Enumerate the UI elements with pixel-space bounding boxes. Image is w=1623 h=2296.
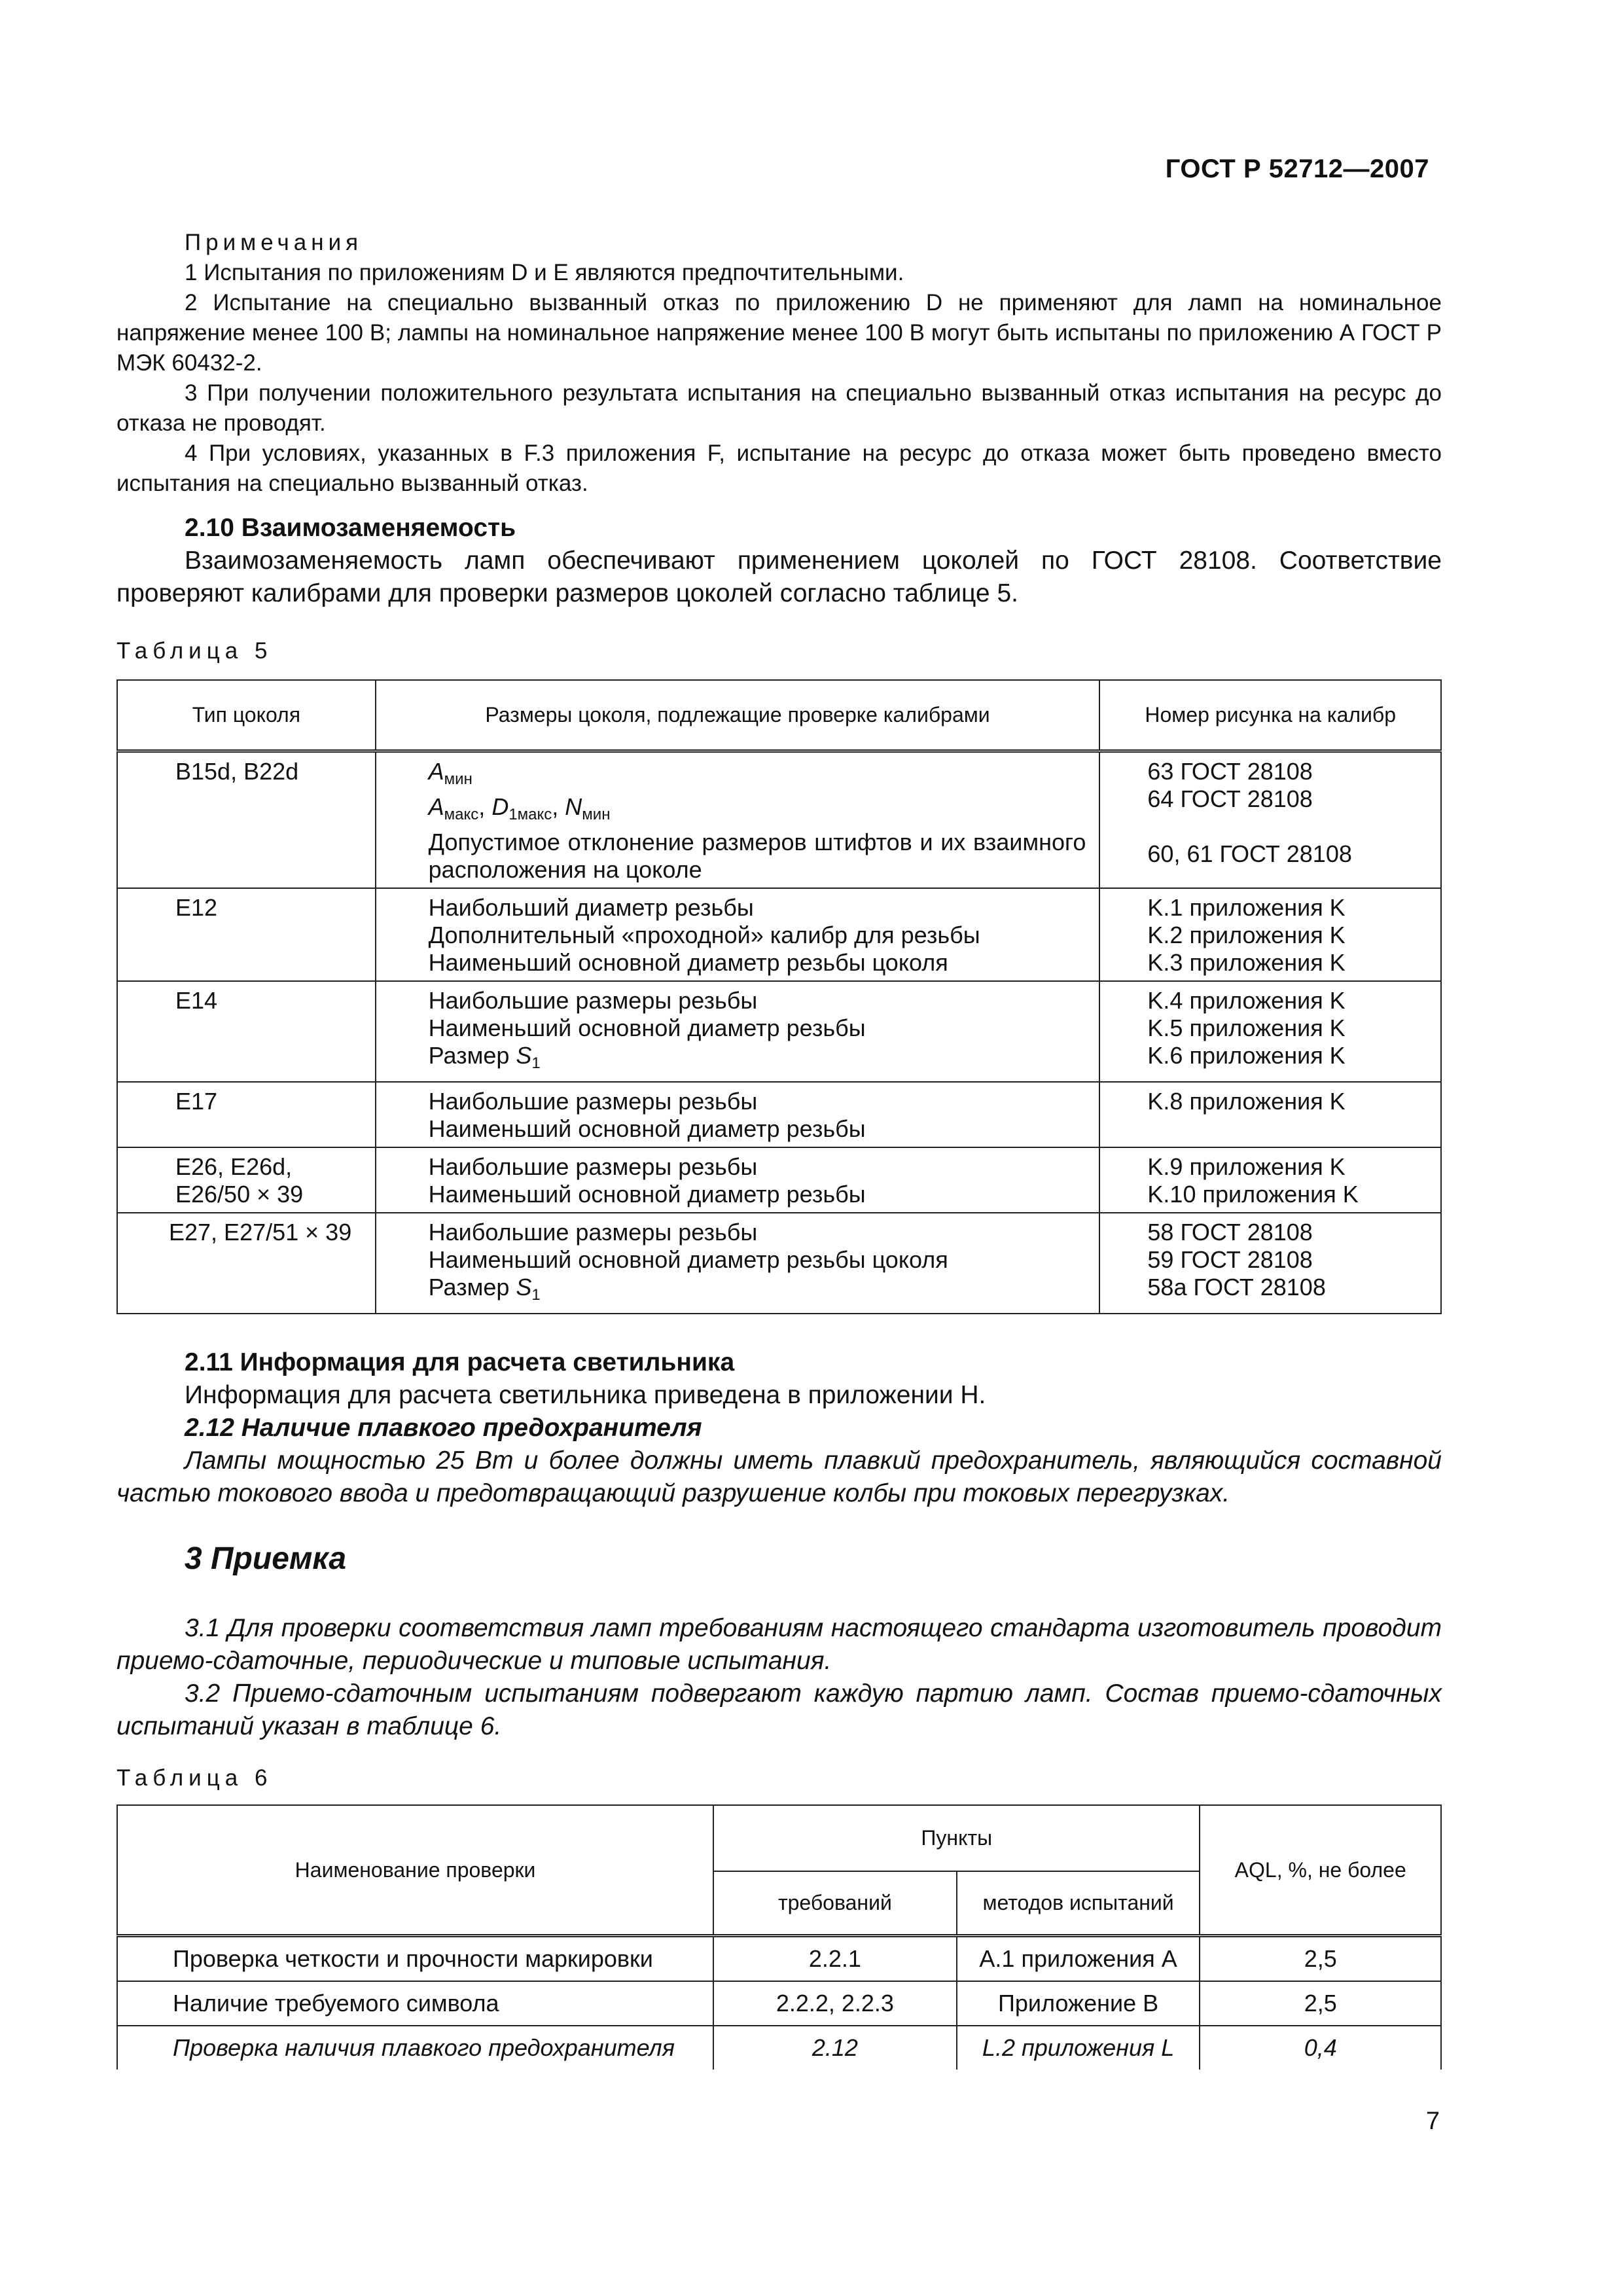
t5-ref: K.3 приложения K [1147, 949, 1346, 976]
t6-header-points: Пункты [713, 1805, 1200, 1871]
section-2-11-text: Информация для расчета светильника приведена в приложении Н. [185, 1381, 986, 1409]
t5-type: E27, E27/51 × 39 [117, 1213, 376, 1314]
t5-ref: K.4 приложения K [1147, 987, 1346, 1014]
standard-code: ГОСТ Р 52712—2007 [1165, 154, 1429, 183]
t5-dim-line: Размер $S_1$ [428, 1042, 541, 1072]
table-row [117, 888, 1441, 981]
t5-dim-line: Наименьший основной диаметр резьбы [428, 1181, 866, 1208]
t5-dim-line: Наименьший основной диаметр резьбы цоколя [428, 1246, 948, 1273]
notes-block [116, 228, 1442, 499]
t6-cell-name: Проверка четкости и прочности маркировки [117, 1936, 713, 1982]
section-2-12-heading: 2.12 Наличие плавкого предохранителя [185, 1414, 702, 1442]
t6-header-req: требований [713, 1871, 957, 1936]
t6-cell-name: Проверка наличия плавкого предохранителя [117, 2026, 713, 2070]
t6-cell-aql: 2,5 [1200, 1936, 1441, 1982]
t5-header-dimensions: Размеры цоколя, подлежащие проверке калибрами [376, 680, 1100, 751]
table-row [117, 751, 1441, 889]
t5-dim-line: $A_{мин}$ [428, 758, 473, 788]
t5-dim-line: Наибольшие размеры резьбы [428, 1153, 758, 1180]
t5-type: E26/50 × 39 [175, 1181, 304, 1208]
t5-header-type: Тип цоколя [117, 680, 376, 751]
t5-type: E17 [117, 1082, 376, 1147]
section-3-text [116, 1612, 1442, 1743]
notes-title: Примечания [185, 230, 363, 255]
t5-dim-line: Наименьший основной диаметр резьбы [428, 1115, 866, 1142]
t5-type: E12 [117, 888, 376, 981]
table-5 [116, 679, 1442, 1314]
t5-ref: 59 ГОСТ 28108 [1147, 1246, 1313, 1273]
t6-header-methods: методов испытаний [957, 1871, 1200, 1936]
t5-ref: K.6 приложения K [1147, 1042, 1346, 1069]
table-row [117, 2026, 1441, 2070]
t5-ref: 58а ГОСТ 28108 [1147, 1274, 1326, 1300]
t5-type: B15d, B22d [117, 751, 376, 889]
t5-dim-line: Допустимое отклонение размеров штифтов и их взаимного расположения на цоколе [428, 829, 1086, 883]
note-4: 4 При условиях, указанных в F.3 приложения F, испытание на ресурс до отказа может быть проведено вместо испытания на специально вызванный отказ. [116, 440, 1442, 496]
t5-dim-line: Размер $S_1$ [428, 1274, 541, 1304]
t5-ref: K.10 приложения K [1147, 1181, 1359, 1208]
t6-cell-name: Наличие требуемого символа [117, 1981, 713, 2026]
t5-ref: 58 ГОСТ 28108 [1147, 1219, 1313, 1246]
t5-type: E14 [117, 981, 376, 1082]
section-2-12 [116, 1412, 1442, 1510]
t6-header-name: Наименование проверки [117, 1805, 713, 1936]
t5-ref: K.2 приложения K [1147, 922, 1346, 948]
t5-dim-line: Дополнительный «проходной» калибр для резьбы [428, 922, 980, 948]
note-1: 1 Испытания по приложениям D и E являются предпочтительными. [185, 260, 904, 285]
table-6 [116, 1804, 1442, 2070]
t5-dim-line: $A_{макс}$, $D_{1макс}$, $N_{мин}$ [428, 793, 611, 823]
t6-cell-req: 2.2.2, 2.2.3 [713, 1981, 957, 2026]
t5-dim-line: Наименьший основной диаметр резьбы цоколя [428, 949, 948, 976]
table-row [117, 1981, 1441, 2026]
table-6-caption: Таблица 6 [116, 1765, 273, 1791]
note-2: 2 Испытание на специально вызванный отказ по приложению D не применяют для ламп на номинальное напряжение менее 100 В; лампы на номинальное напряжение менее 100 В могут быть испытаны по приложению А ГОСТ Р МЭК 60432-2. [116, 290, 1442, 376]
table-row [117, 1147, 1441, 1213]
section-2-11-heading: 2.11 Информация для расчета светильника [185, 1348, 735, 1376]
t5-header-figure: Номер рисунка на калибр [1099, 680, 1441, 751]
t5-ref: 63 ГОСТ 28108 [1147, 758, 1313, 785]
table-5-caption: Таблица 5 [116, 638, 273, 664]
t5-type: E26, E26d, [175, 1153, 293, 1180]
para-3-1: 3.1 Для проверки соответствия ламп требованиям настоящего стандарта изготовитель проводит приемо-сдаточные, периодические и типовые испытания. [116, 1614, 1442, 1675]
section-3-heading-block [116, 1541, 1442, 1577]
t5-dim-line: Наименьший основной диаметр резьбы [428, 1014, 866, 1041]
para-3-2: 3.2 Приемо-сдаточным испытаниям подвергают каждую партию ламп. Состав приемо-сдаточных испытаний указан в таблице 6. [116, 1679, 1442, 1740]
t5-ref: K.9 приложения K [1147, 1153, 1346, 1180]
t6-cell-method: L.2 приложения L [957, 2026, 1200, 2070]
table-row [117, 1936, 1441, 1982]
t6-cell-aql: 0,4 [1200, 2026, 1441, 2070]
table-row [117, 981, 1441, 1082]
section-2-10-text: Взаимозаменяемость ламп обеспечивают применением цоколей по ГОСТ 28108. Соответствие проверяют калибрами для проверки размеров цоколей согласно таблице 5. [116, 547, 1442, 607]
t6-cell-method: Приложение B [957, 1981, 1200, 2026]
t5-dim-line: Наибольшие размеры резьбы [428, 1219, 758, 1246]
t6-cell-method: A.1 приложения A [957, 1936, 1200, 1982]
t6-cell-aql: 2,5 [1200, 1981, 1441, 2026]
section-3-heading: 3 Приемка [185, 1541, 347, 1576]
section-2-12-text: Лампы мощностью 25 Вт и более должны иметь плавкий предохранитель, являющийся составной частью токового ввода и предотвращающий разрушение колбы при токовых перегрузках. [116, 1446, 1442, 1507]
t6-cell-req: 2.2.1 [713, 1936, 957, 1982]
note-3: 3 При получении положительного результата испытания на специально вызванный отказ испытания на ресурс до отказа не проводят. [116, 380, 1442, 436]
table-row [117, 1082, 1441, 1147]
t5-ref: K.5 приложения K [1147, 1014, 1346, 1041]
t5-ref: K.1 приложения K [1147, 894, 1346, 921]
section-2-10-heading: 2.10 Взаимозаменяемость [185, 514, 516, 542]
section-2-10 [116, 512, 1442, 610]
t5-ref: K.8 приложения K [1147, 1088, 1346, 1115]
t5-ref: 64 ГОСТ 28108 [1147, 785, 1313, 812]
t5-ref: 60, 61 ГОСТ 28108 [1147, 840, 1352, 867]
t5-dim-line: Наибольшие размеры резьбы [428, 987, 758, 1014]
t5-dim-line: Наибольший диаметр резьбы [428, 894, 754, 921]
page-number: 7 [1425, 2108, 1440, 2135]
t5-dim-line: Наибольшие размеры резьбы [428, 1088, 758, 1115]
t6-header-aql: AQL, %, не более [1200, 1805, 1441, 1936]
t6-cell-req: 2.12 [713, 2026, 957, 2070]
table-row [117, 1213, 1441, 1314]
section-2-11 [116, 1346, 1442, 1412]
